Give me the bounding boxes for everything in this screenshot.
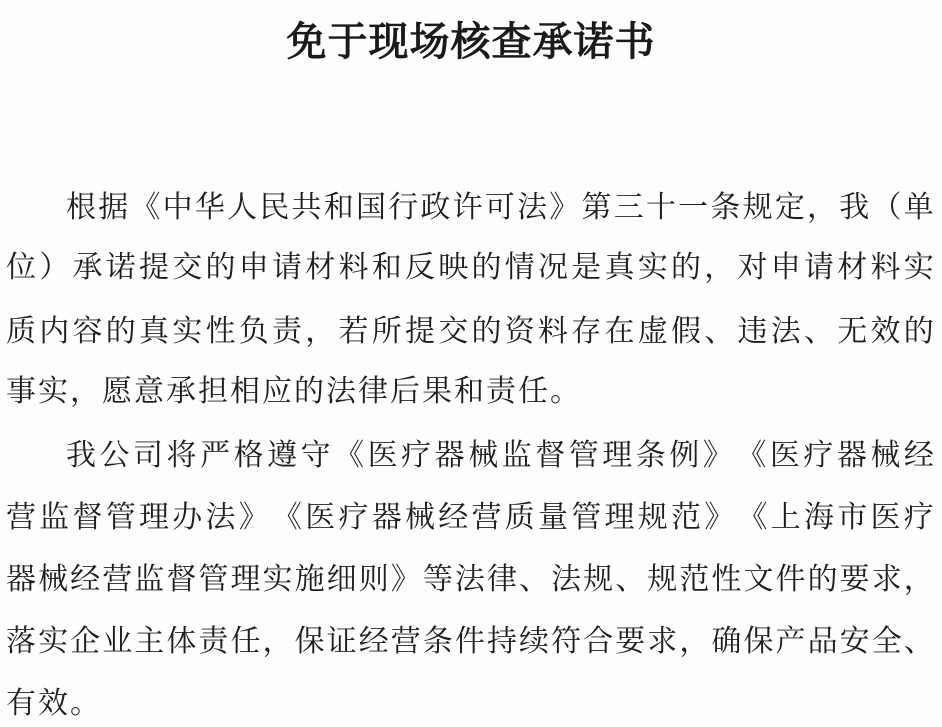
text-glyph: 《 — [737, 500, 768, 535]
text-glyph: 续 — [519, 624, 549, 659]
text-glyph: 司 — [133, 438, 164, 473]
text-glyph: 要 — [615, 624, 646, 659]
text-glyph: 律 — [486, 562, 517, 597]
text-glyph: 承 — [72, 250, 103, 285]
text-glyph: 实 — [172, 314, 203, 349]
text-glyph: 和 — [323, 190, 354, 225]
text-glyph: 违 — [737, 314, 768, 349]
document-title: 免于现场核查承诺书 — [286, 18, 656, 65]
text-glyph: 办 — [172, 500, 203, 535]
text-glyph: 存 — [571, 314, 602, 349]
text-glyph: ， — [903, 562, 934, 597]
text-glyph: 范 — [671, 500, 701, 535]
text-glyph: 督 — [535, 438, 566, 473]
text-glyph: 映 — [438, 250, 469, 285]
text-glyph: 医 — [305, 500, 336, 535]
text-glyph: 条 — [422, 624, 453, 659]
text-glyph: 的 — [471, 250, 502, 285]
text-glyph: 》 — [549, 190, 580, 225]
text-glyph: 保 — [743, 624, 774, 659]
text-glyph: 责 — [198, 624, 229, 659]
text-glyph: 位 — [6, 250, 36, 285]
text-glyph: ） — [39, 250, 70, 285]
text-glyph: 的 — [471, 314, 502, 349]
text-glyph: 疗 — [803, 438, 834, 473]
text-glyph: 》 — [238, 500, 269, 535]
text-glyph: ， — [807, 190, 838, 225]
text-glyph: 反 — [405, 250, 435, 285]
text-glyph: 条 — [710, 190, 741, 225]
text-glyph: 遵 — [267, 438, 298, 473]
text-glyph: 文 — [743, 562, 774, 597]
text-glyph: 责 — [272, 314, 302, 349]
text-glyph: 规 — [583, 562, 614, 597]
text-glyph: 》 — [704, 500, 735, 535]
text-glyph: 华 — [194, 190, 225, 225]
text-glyph: 规 — [742, 190, 773, 225]
text-glyph: 十 — [645, 190, 676, 225]
text-glyph: 情 — [504, 250, 535, 285]
text-glyph: 效 — [870, 314, 901, 349]
text-glyph: 主 — [134, 624, 165, 659]
text-glyph: 提 — [405, 314, 435, 349]
text-glyph: ， — [679, 624, 710, 659]
text-glyph: 第 — [581, 190, 612, 225]
text-glyph: 民 — [259, 190, 290, 225]
text-glyph: 实 — [903, 250, 934, 285]
text-glyph: 器 — [434, 438, 465, 473]
text-glyph: 械 — [870, 438, 901, 473]
text-glyph: 、 — [704, 314, 735, 349]
text-glyph: 性 — [711, 562, 742, 597]
text-glyph: 性 — [205, 314, 236, 349]
text-glyph: 政 — [420, 190, 451, 225]
text-glyph: 法 — [205, 500, 236, 535]
text-glyph: 等 — [422, 562, 453, 597]
text-glyph: 经 — [903, 438, 934, 473]
text-glyph: 监 — [501, 438, 532, 473]
text-glyph: 任 — [230, 624, 261, 659]
text-glyph: 营 — [6, 500, 36, 535]
text-glyph: 经 — [438, 500, 469, 535]
text-glyph: 、 — [804, 314, 834, 349]
text-glyph: 和 — [371, 250, 402, 285]
text-glyph: 共 — [291, 190, 322, 225]
text-glyph: 三 — [613, 190, 644, 225]
text-glyph: 我 — [66, 438, 96, 473]
text-glyph: 海 — [804, 500, 834, 535]
text-glyph: 法 — [454, 562, 485, 597]
text-glyph: 例 — [669, 438, 700, 473]
text-glyph: 行 — [388, 190, 419, 225]
paragraph-1-line-2 — [6, 248, 934, 288]
text-glyph: 的 — [807, 562, 838, 597]
text-glyph: 械 — [405, 500, 435, 535]
text-glyph: 实 — [262, 562, 293, 597]
text-glyph: 料 — [870, 250, 901, 285]
text-glyph: 的 — [205, 250, 236, 285]
text-glyph: 法 — [551, 562, 582, 597]
text-glyph: 料 — [338, 250, 369, 285]
text-glyph: 公 — [99, 438, 130, 473]
text-glyph: 严 — [200, 438, 231, 473]
text-glyph: 落 — [6, 624, 36, 659]
text-glyph: 申 — [238, 250, 269, 285]
text-glyph: 《 — [736, 438, 767, 473]
text-glyph: 格 — [233, 438, 264, 473]
text-glyph: 的 — [903, 314, 934, 349]
text-glyph: 可 — [484, 190, 515, 225]
text-glyph: 请 — [804, 250, 834, 285]
text-glyph: 真 — [139, 314, 169, 349]
text-glyph: 持 — [486, 624, 517, 659]
text-glyph: 医 — [769, 438, 800, 473]
text-glyph: 证 — [326, 624, 357, 659]
text-glyph: 安 — [839, 624, 870, 659]
text-glyph: 虚 — [637, 314, 668, 349]
text-glyph: 许 — [452, 190, 483, 225]
text-glyph: 营 — [102, 562, 133, 597]
text-glyph: 国 — [355, 190, 386, 225]
text-glyph: 交 — [438, 314, 469, 349]
text-glyph: 《 — [272, 500, 302, 535]
text-glyph: 守 — [300, 438, 331, 473]
text-glyph: 无 — [837, 314, 868, 349]
paragraph-1-line-4: 事实，愿意承担相应的法律后果和责任。 — [6, 374, 582, 409]
text-glyph: 理 — [602, 438, 633, 473]
text-glyph: ， — [305, 314, 336, 349]
text-glyph: 《 — [334, 438, 365, 473]
text-glyph: 真 — [604, 250, 635, 285]
text-glyph: 监 — [39, 500, 70, 535]
text-glyph: 资 — [504, 314, 535, 349]
text-glyph: ， — [262, 624, 293, 659]
text-glyph: 经 — [358, 624, 389, 659]
text-glyph: 根 — [66, 190, 96, 225]
text-glyph: 市 — [837, 500, 868, 535]
text-glyph: 器 — [836, 438, 867, 473]
text-glyph: 上 — [770, 500, 801, 535]
text-glyph: 管 — [105, 500, 136, 535]
text-glyph: 求 — [871, 562, 902, 597]
text-glyph: 全 — [871, 624, 902, 659]
text-glyph: 定 — [774, 190, 805, 225]
text-glyph: 质 — [504, 500, 535, 535]
text-glyph: 件 — [454, 624, 485, 659]
text-glyph: 请 — [272, 250, 302, 285]
text-glyph: 法 — [770, 314, 801, 349]
text-glyph: 负 — [238, 314, 269, 349]
text-glyph: 督 — [72, 500, 103, 535]
text-glyph: 经 — [70, 562, 101, 597]
text-glyph: 监 — [134, 562, 165, 597]
text-glyph: ， — [704, 250, 735, 285]
text-glyph: 体 — [166, 624, 197, 659]
text-glyph: 的 — [105, 314, 136, 349]
text-glyph: 质 — [6, 314, 36, 349]
text-glyph: 》 — [702, 438, 733, 473]
text-glyph: 器 — [6, 562, 36, 597]
text-glyph: 要 — [839, 562, 870, 597]
text-glyph: 一 — [678, 190, 709, 225]
text-glyph: 条 — [635, 438, 666, 473]
text-glyph: 若 — [338, 314, 369, 349]
text-glyph: 理 — [230, 562, 261, 597]
text-glyph: 理 — [604, 500, 635, 535]
text-glyph: 规 — [637, 500, 668, 535]
text-glyph: 容 — [72, 314, 103, 349]
text-glyph: 申 — [770, 250, 801, 285]
text-glyph: 对 — [737, 250, 768, 285]
text-glyph: 管 — [198, 562, 229, 597]
text-glyph: 人 — [227, 190, 258, 225]
text-glyph: 的 — [671, 250, 701, 285]
paragraph-1-line-3 — [6, 312, 934, 352]
text-glyph: 在 — [604, 314, 635, 349]
text-glyph: 中 — [162, 190, 193, 225]
text-glyph: （ — [871, 190, 902, 225]
text-glyph: 则 — [358, 562, 389, 597]
text-glyph: 单 — [903, 190, 934, 225]
text-glyph: 符 — [551, 624, 582, 659]
paragraph-2-line-5: 有效。 — [6, 686, 102, 721]
text-glyph: 医 — [367, 438, 398, 473]
text-glyph: 范 — [679, 562, 710, 597]
text-glyph: 据 — [98, 190, 129, 225]
text-glyph: 确 — [711, 624, 742, 659]
text-glyph: 品 — [807, 624, 838, 659]
text-glyph: 材 — [837, 250, 868, 285]
text-glyph: 企 — [70, 624, 101, 659]
text-glyph: 量 — [538, 500, 568, 535]
text-glyph: 法 — [517, 190, 548, 225]
text-glyph: 实 — [637, 250, 668, 285]
text-glyph: 《 — [130, 190, 161, 225]
text-glyph: 将 — [166, 438, 197, 473]
paragraph-1-line-1 — [66, 188, 934, 228]
text-glyph: 械 — [468, 438, 499, 473]
text-glyph: 管 — [568, 438, 599, 473]
text-glyph: 提 — [139, 250, 169, 285]
text-glyph: 业 — [102, 624, 133, 659]
text-glyph: 我 — [839, 190, 870, 225]
text-glyph: 保 — [294, 624, 325, 659]
paragraph-2-line-3 — [6, 560, 934, 600]
text-glyph: 》 — [390, 562, 421, 597]
text-glyph: 交 — [172, 250, 203, 285]
text-glyph: 、 — [519, 562, 549, 597]
text-glyph: 规 — [647, 562, 678, 597]
text-glyph: 所 — [371, 314, 402, 349]
text-glyph: 料 — [538, 314, 568, 349]
paragraph-2-line-2 — [6, 498, 934, 538]
text-glyph: 产 — [775, 624, 806, 659]
text-glyph: 疗 — [338, 500, 369, 535]
text-glyph: 督 — [166, 562, 197, 597]
text-glyph: 疗 — [401, 438, 432, 473]
text-glyph: 、 — [615, 562, 646, 597]
text-glyph: 营 — [390, 624, 421, 659]
text-glyph: 内 — [39, 314, 70, 349]
text-glyph: 、 — [903, 624, 934, 659]
paragraph-2-line-1 — [66, 436, 934, 476]
text-glyph: 假 — [671, 314, 701, 349]
text-glyph: 疗 — [903, 500, 934, 535]
text-glyph: 况 — [538, 250, 568, 285]
text-glyph: 械 — [38, 562, 69, 597]
text-glyph: 材 — [305, 250, 336, 285]
text-glyph: 医 — [870, 500, 901, 535]
text-glyph: 是 — [571, 250, 602, 285]
text-glyph: 求 — [647, 624, 678, 659]
text-glyph: 器 — [371, 500, 402, 535]
text-glyph: 实 — [38, 624, 69, 659]
text-glyph: 理 — [139, 500, 169, 535]
paragraph-2-line-4 — [6, 622, 934, 662]
text-glyph: 件 — [775, 562, 806, 597]
text-glyph: 诺 — [105, 250, 136, 285]
text-glyph: 营 — [471, 500, 502, 535]
text-glyph: 施 — [294, 562, 325, 597]
text-glyph: 细 — [326, 562, 357, 597]
text-glyph: 管 — [571, 500, 602, 535]
text-glyph: 合 — [583, 624, 614, 659]
